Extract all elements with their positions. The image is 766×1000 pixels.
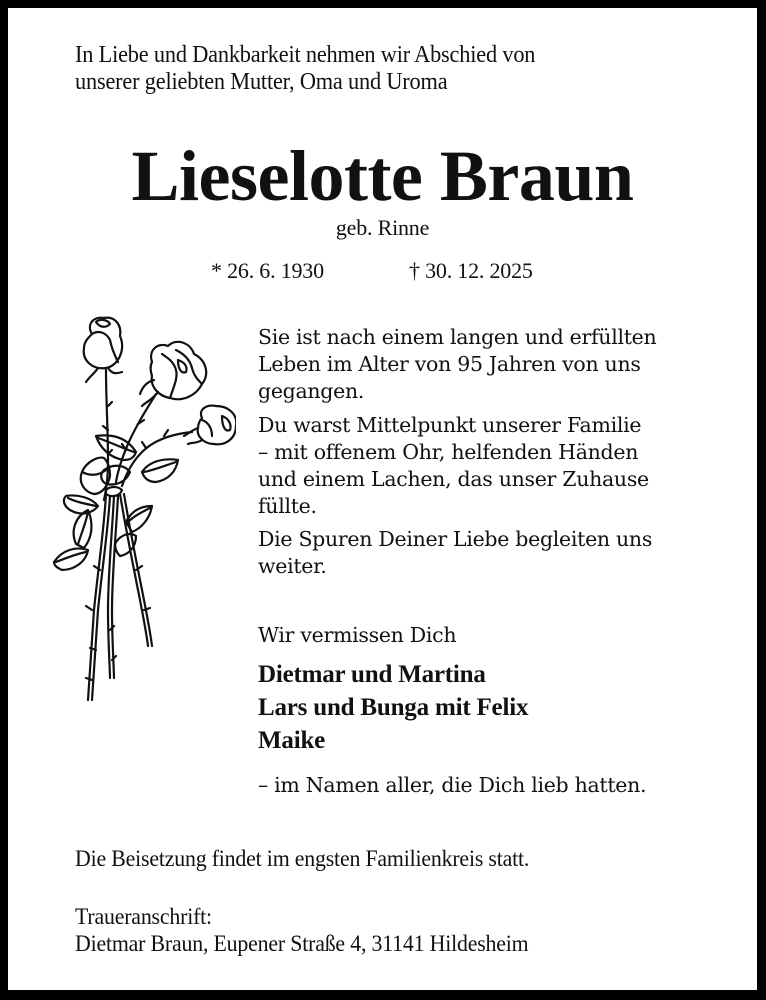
text-line: Leben im Alter von 95 Jahren von uns [258, 352, 641, 376]
mourning-address: Dietmar Braun, Eupener Straße 4, 31141 Hildesheim [75, 931, 529, 956]
text-line: Sie ist nach einem langen und erfüllten [258, 325, 657, 349]
mourner-name: Lars und Bunga mit Felix [258, 694, 529, 721]
text-line: und einem Lachen, das unser Zuhause [258, 467, 649, 491]
obituary-notice [8, 8, 757, 990]
mourners-list [258, 658, 528, 757]
text-line: gegangen. [258, 379, 365, 403]
birth-name: geb. Rinne [335, 215, 430, 240]
death-date: † 30. 12. 2025 [409, 258, 533, 283]
mourner-name: Maike [258, 727, 326, 754]
paragraph [258, 412, 698, 520]
text-line: Die Spuren Deiner Liebe begleiten uns [258, 527, 653, 551]
text-line: weiter. [258, 554, 327, 578]
miss-line: Wir vermissen Dich [258, 623, 457, 647]
intro-text [75, 42, 535, 96]
closing-line: – im Namen aller, die Dich lieb hatten. [258, 773, 647, 797]
text-line: – mit offenem Ohr, helfenden Händen [258, 440, 639, 464]
text-line: füllte. [258, 494, 317, 518]
mourner-name: Dietmar und Martina [258, 661, 486, 688]
intro-line: unserer geliebten Mutter, Oma und Uroma [75, 69, 448, 95]
deceased-name: Lieselotte Braun [131, 136, 634, 216]
paragraph [258, 324, 698, 405]
birth-date: * 26. 6. 1930 [211, 258, 324, 283]
paragraph [258, 526, 698, 580]
funeral-note: Die Beisetzung findet im engsten Familienkreis statt. [75, 846, 530, 871]
roses-bouquet-icon [46, 310, 236, 706]
intro-line: In Liebe und Dankbarkeit nehmen wir Abschied von [75, 42, 536, 68]
address-label: Traueranschrift: [75, 904, 212, 929]
text-line: Du warst Mittelpunkt unserer Familie [258, 413, 642, 437]
